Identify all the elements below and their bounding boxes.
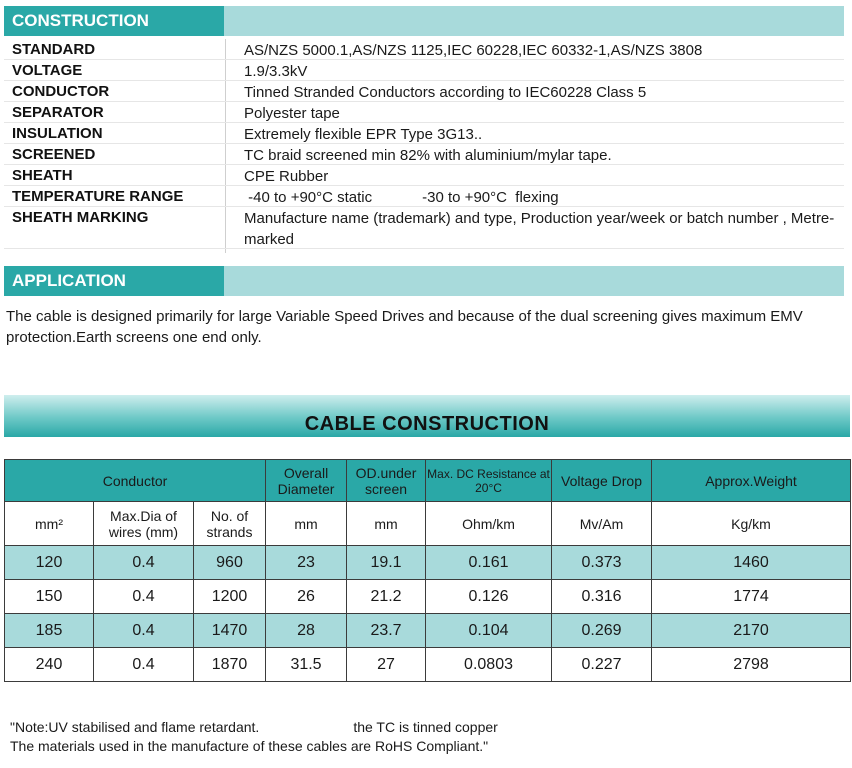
unit-weight: Kg/km <box>652 502 851 546</box>
table-row <box>5 614 851 648</box>
cell-max-dia: 0.4 <box>94 648 194 682</box>
spec-label: STANDARD <box>12 41 96 58</box>
cell-strands: 1470 <box>194 614 266 648</box>
cell-max-dia: 0.4 <box>94 614 194 648</box>
spec-value: CPE Rubber <box>244 168 329 185</box>
header-od-under-screen: OD.under screen <box>347 460 426 502</box>
cell-weight: 1460 <box>652 546 851 580</box>
cell-voltage-drop: 0.316 <box>552 580 652 614</box>
cell-size: 240 <box>5 648 94 682</box>
header-overall-diameter: Overall Diameter <box>266 460 347 502</box>
cell-od: 19.1 <box>347 546 426 580</box>
cell-size: 150 <box>5 580 94 614</box>
cable-construction-title: CABLE CONSTRUCTION <box>304 413 550 435</box>
cell-strands: 1870 <box>194 648 266 682</box>
cell-resistance: 0.0803 <box>426 648 552 682</box>
cell-size: 120 <box>5 546 94 580</box>
spec-label: SCREENED <box>12 146 96 163</box>
header-conductor: Conductor <box>5 460 266 502</box>
spec-value: 1.9/3.3kV <box>244 63 308 80</box>
table-row <box>5 648 851 682</box>
cell-od: 27 <box>347 648 426 682</box>
note-uv: "Note:UV stabilised and flame retardant. <box>10 719 260 735</box>
spec-row-screened <box>4 144 844 165</box>
cell-weight: 2170 <box>652 614 851 648</box>
cable-construction-table <box>4 459 851 682</box>
spec-value: -40 to +90°C static -30 to +90°C flexing <box>244 189 559 206</box>
spec-row-temperature-range <box>4 186 844 207</box>
note-line-1 <box>10 718 840 737</box>
spec-label: SEPARATOR <box>12 104 104 121</box>
spec-row-sheath <box>4 165 844 186</box>
spec-label: SHEATH <box>12 167 73 184</box>
unit-size: mm² <box>5 502 94 546</box>
unit-od: mm <box>347 502 426 546</box>
cell-voltage-drop: 0.269 <box>552 614 652 648</box>
cell-size: 185 <box>5 614 94 648</box>
spec-row-insulation <box>4 123 844 144</box>
cell-strands: 960 <box>194 546 266 580</box>
header-approx-weight: Approx.Weight <box>652 460 851 502</box>
header-max-dc-resistance: Max. DC Resistance at 20°C <box>426 460 552 502</box>
cell-max-dia: 0.4 <box>94 546 194 580</box>
spec-value: AS/NZS 5000.1,AS/NZS 1125,IEC 60228,IEC 60332-1,AS/NZS 3808 <box>244 42 703 59</box>
note-line-2: The materials used in the manufacture of these cables are RoHS Compliant." <box>10 738 489 754</box>
table-units-row <box>5 502 851 546</box>
spec-value: Extremely flexible EPR Type 3G13.. <box>244 126 483 143</box>
spec-label: VOLTAGE <box>12 62 83 79</box>
cable-construction-banner <box>4 395 850 437</box>
spec-label: SHEATH MARKING <box>12 209 149 226</box>
header-voltage-drop: Voltage Drop <box>552 460 652 502</box>
cell-weight: 2798 <box>652 648 851 682</box>
spec-row-conductor <box>4 81 844 102</box>
unit-voltage-drop: Mv/Am <box>552 502 652 546</box>
cell-od: 21.2 <box>347 580 426 614</box>
cell-overall: 23 <box>266 546 347 580</box>
spec-row-standard <box>4 39 844 60</box>
cell-overall: 28 <box>266 614 347 648</box>
table-row <box>5 546 851 580</box>
cell-resistance: 0.126 <box>426 580 552 614</box>
cell-od: 23.7 <box>347 614 426 648</box>
spec-value: TC braid screened min 82% with aluminium/mylar tape. <box>244 147 612 164</box>
cell-resistance: 0.161 <box>426 546 552 580</box>
spec-row-sheath-marking <box>4 207 844 249</box>
note-tc: the TC is tinned copper <box>353 719 498 735</box>
cell-overall: 26 <box>266 580 347 614</box>
spec-label: TEMPERATURE RANGE <box>12 188 184 205</box>
cell-strands: 1200 <box>194 580 266 614</box>
cell-overall: 31.5 <box>266 648 347 682</box>
spec-label: INSULATION <box>12 125 103 142</box>
cell-weight: 1774 <box>652 580 851 614</box>
cell-voltage-drop: 0.227 <box>552 648 652 682</box>
notes <box>10 718 840 756</box>
spec-label: CONDUCTOR <box>12 83 110 100</box>
application-section-bar <box>4 266 844 296</box>
construction-spec-table <box>4 39 844 249</box>
table-row <box>5 580 851 614</box>
spec-value: Manufacture name (trademark) and type, Production year/week or batch number , Metre-marked <box>244 210 835 248</box>
cell-voltage-drop: 0.373 <box>552 546 652 580</box>
construction-section-bar <box>4 6 844 36</box>
spec-value: Tinned Stranded Conductors according to IEC60228 Class 5 <box>244 84 647 101</box>
table-header-row <box>5 460 851 502</box>
cell-max-dia: 0.4 <box>94 580 194 614</box>
unit-overall: mm <box>266 502 347 546</box>
spec-value: Polyester tape <box>244 105 340 122</box>
application-text: The cable is designed primarily for large Variable Speed Drives and because of the dual screening gives maximum EMV protection.Earth screens one end only. <box>6 308 803 346</box>
construction-title: CONSTRUCTION <box>4 6 224 36</box>
spec-row-separator <box>4 102 844 123</box>
application-title: APPLICATION <box>4 266 224 296</box>
unit-max-dia: Max.Dia of wires (mm) <box>94 502 194 546</box>
spec-row-voltage <box>4 60 844 81</box>
unit-strands: No. of strands <box>194 502 266 546</box>
unit-resistance: Ohm/km <box>426 502 552 546</box>
cell-resistance: 0.104 <box>426 614 552 648</box>
